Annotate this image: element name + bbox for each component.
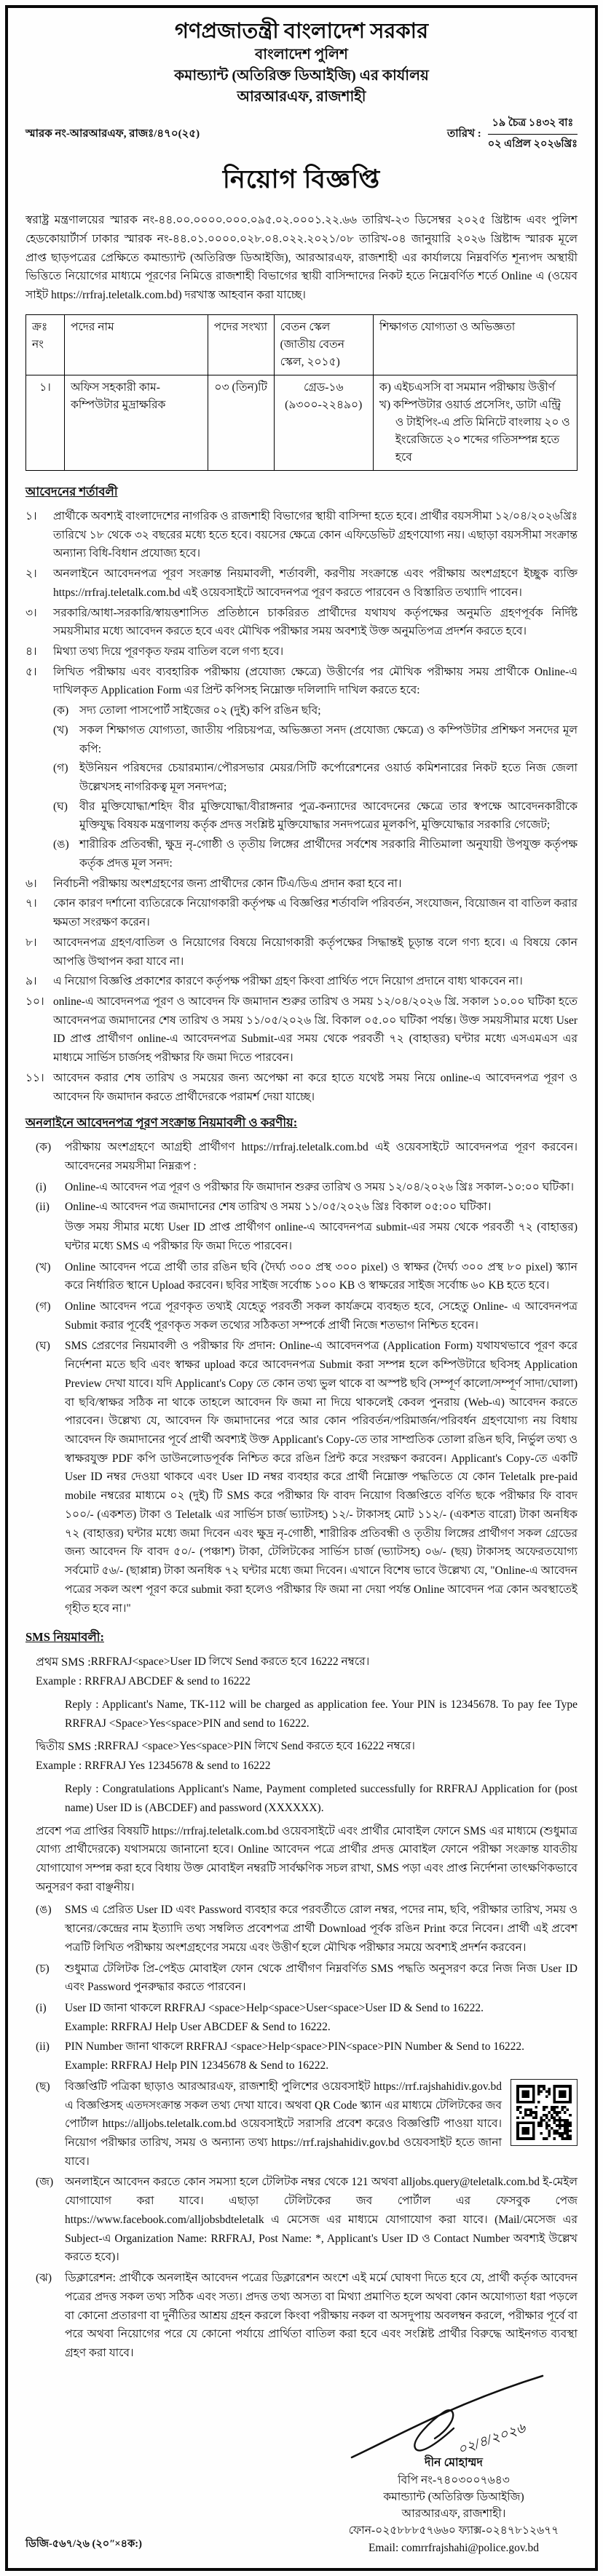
cell-pay-scale xyxy=(274,375,373,470)
item-text: Online আবেদন পত্রে পূরণকৃত তথ্যই যেহেতু পরবর্তী সকল কার্যক্রমে ব্যবহৃত হবে, সেহেতু Online- এ আবেদনপত্র Submit করার পূর্বেই পূরণকৃত সকল তথ্যের সঠিকতা সম্পর্কে প্রার্থী নিজে শতভাগ নিশ্চিত হবেন। xyxy=(65,1300,578,1332)
item-label: (ii) xyxy=(36,1201,50,1214)
online-rule-subitem xyxy=(36,1178,578,1197)
item-text: কোন কারণ দর্শানো ব্যতিরেকে নিয়োগকারী কর্তৃপক্ষ এ বিজ্ঞপ্তির শর্তাবলি পরিবর্তন, সংযোজন, বিয়োজন বা বাতিল করার ক্ষমতা সংরক্ষণ করেন। xyxy=(53,897,578,929)
post-rule-item xyxy=(36,2269,578,2363)
condition-item xyxy=(25,993,578,1068)
item-label: (i) xyxy=(36,2002,47,2014)
recovery-pin-example: Example: RRFRAJ Help PIN 12345678 & Send to 16222. xyxy=(65,2059,329,2072)
item-text: অনলাইনে আবেদন করতে কোন সমস্যা হলে টেলিটক নম্বর থেকে 121 অথবা alljobs.query@teletalk.com.bd ই-মেইল যোগাযোগ করা যাবে। এছাড়া টেলিটকের জব পোর্টাল এর ফেসবুক পেজ https://www.facebook.com/alljobsbdteletalk এ মেসেজ এর মাধ্যমে যোগাযোগ করা যাবে। (Mail/মেসেজ এর Subject-এ Organization Name: RRFRAJ, Post Name: *, Applicant's User ID ও Contact Number অবশ্যই উল্লেখ করতে হবে)। xyxy=(65,2176,578,2264)
item-label: (ঝ) xyxy=(36,2272,52,2285)
qr-code xyxy=(511,2079,578,2146)
subitem-text: সকল শিক্ষাগত যোগ্যতা, জাতীয় পরিচয়পত্র, অভিজ্ঞতা সনদ (প্রযোজ্য ক্ষেত্রে) ও কম্পিউটার প্রশিক্ষণ সনদের মূল কপি: xyxy=(79,723,578,755)
page-title: নিয়োগ বিজ্ঞপ্তি xyxy=(222,165,381,194)
condition-subitem xyxy=(53,835,578,872)
qualification-a: ক) এইচএসসি বা সমমান পরীক্ষায় উত্তীর্ণ xyxy=(379,381,556,394)
condition-subitem xyxy=(53,721,578,758)
item-number: ৩। xyxy=(25,606,37,619)
condition-subitem xyxy=(53,798,578,835)
table-row xyxy=(26,375,578,470)
subitem-text: ইউনিয়ন পরিষদের চেয়ারম্যান/পৌরসভার মেয়র/সিটি কর্পোরেশনের ওয়ার্ড কমিশনারের নিকট হতে নিজ জেলা উল্লেখসহ নাগরিকত্ব মূল সনদপত্র; xyxy=(79,762,578,794)
condition-item xyxy=(25,663,578,700)
org-name: বাংলাদেশ পুলিশ xyxy=(255,47,348,63)
item-text: এ নিয়োগ বিজ্ঞপ্তি প্রকাশের কারণে কর্তৃপক্ষ পরীক্ষা গ্রহণ কিংবা প্রার্থিত পদে নিয়োগ প্রদানে বাধ্য থাকবেন না। xyxy=(53,975,523,988)
condition-item xyxy=(25,894,578,931)
item-text: শুধুমাত্র টেলিটক প্রি-পেইড মোবাইল ফোন থেকে প্রার্থীগণ নিম্নবর্ণিত SMS পদ্ধতি অনুসরণ করে নিজ নিজ User ID এবং Password পুনরুদ্ধার করতে পারবেন। xyxy=(65,1962,578,1994)
item-label: (ছ) xyxy=(36,2080,50,2093)
item-text: অনলাইনে আবেদনপত্র পূরণ সংক্রান্ত নিয়মাবলী, শর্তাবলী, করণীয় সংক্রান্তে এবং পরীক্ষায় অংশগ্রহণে ইচ্ছুক ব্যক্তি https://rrfraj.teletalk.com.bd এই ওয়েবসাইটে আবেদনপত্র পূরণ করতে পারবেন ও বিস্তারিত তথ্যাদি পাবেন। xyxy=(53,568,578,599)
item-label: (চ) xyxy=(36,1962,50,1975)
signatory-phone: ফোন-০২৫৮৮৮৫৭৬৬০ ফ্যাক্স-০২৪৭৮১২৬৭৭ xyxy=(348,2524,559,2537)
condition-item xyxy=(25,875,578,894)
signatory-designation: কমান্ড্যান্ট (অতিরিক্ত ডিআইজি) xyxy=(383,2490,524,2503)
sms-first-line xyxy=(36,1653,578,1672)
item-text: SMS প্রেরণের নিয়মাবলী ও পরীক্ষার ফি প্রদান: Online-এ আবেদনপত্র (Application Form) যথাযথভাবে পূরণ করে নির্দেশনা মতে ছবি এবং স্বাক্ষর upload করে আবেদনপত্র Submit করা সম্পন্ন হলে কম্পিউটারে ছবিসহ Application Preview দেখা যাবে। যদি Applicant's Copy তে কোন তথ্য ভুল থাকে বা অস্পষ্ট ছবি (সম্পূর্ণ কালো/সম্পূর্ণ সাদা/ঘোলা) বা ছবি/স্বাক্ষর সঠিক না থাকে তাহলে আবেদন ফি জমা না দিয়ে থাকলেই কেবল পুনরায় (Web-এ) আবেদন করতে পারবেন। উল্লেখ্য যে, আবেদন ফি জমাদানের পরে আর কোন পরিবর্তন/পরিমার্জন/পরিবর্ধন গ্রহণযোগ্য নয় বিধায় আবেদন ফি জমাদানের পূর্বে প্রার্থী অবশ্যই উক্ত Applicant's Copy-তে তার সাম্প্রতিক তোলা রঙিন ছবি, নির্ভুল তথ্য ও স্বাক্ষরযুক্ত PDF কপি ডাউনলোডপূর্বক নিশ্চিত করে রঙিন প্রিন্ট করে সংরক্ষণ করবেন। Applicant's Copy-তে একটি User ID নম্বর দেওয়া থাকবে এবং User ID নম্বর ব্যবহার করে প্রার্থী নিম্নোক্ত পদ্ধতিতে যে কোন Teletalk pre-paid mobile নম্বরের মাধ্যমে ০২ (দুই) টি SMS করে পরীক্ষার ফি বাবদ নিয়োগ বিজ্ঞপ্তিতে বর্ণিত ছকে পরীক্ষার ফি বাবদ ১০০/- (একশত) টাকা ও Teletalk এর সার্ভিস চার্জ ভ্যাটসহ) ১২/- টাকাসহ মোট ১১২/- (একশত বারো) টাকা অনধিক ৭২ (বাহাত্তর) ঘন্টার মধ্যে জমা দিবেন এবং ক্ষুদ্র নৃ-গোষ্ঠী, শারীরিক প্রতিবন্ধী ও তৃতীয় লিঙ্গের প্রার্থীগণ সকল গ্রেডের জন্য আবেদন ফি বাবদ ৫০/- (পঞ্চাশ) টাকা, টেলিটকের সার্ভিস চার্জ (ভ্যাটসহ) ০৬/- (ছয়) টাকাসহ অফেরতযোগ্য সর্বমোট ৫৬/- (ছাপ্পান্ন) টাকা অনধিক ৭২ ঘন্টার মধ্যে জমা দিবেন। এখানে বিশেষ ভাবে উল্লেখ্য যে, "Online-এ আবেদন পত্রের সকল অংশ পূরণ করে submit করা হলেও পরীক্ষার ফি জমা না দেয়া পর্যন্ত Online আবেদন পত্র কোন অবস্থাতেই গৃহীত হবে না।" xyxy=(65,1340,578,1615)
date-gregorian: ০২ এপ্রিল ২০২৬খ্রিঃ xyxy=(487,138,578,151)
post-rule-item-qr xyxy=(36,2078,578,2171)
signatory-bp-number: বিপি নং-৭৪০৩০০৭৬৪৩ xyxy=(398,2473,510,2486)
item-number: ১১। xyxy=(25,1071,44,1084)
date-label: তারিখ : xyxy=(446,128,481,140)
memo-number: স্মারক নং-আরআরএফ, রাজঃ/৪৭০(২৫) xyxy=(25,128,200,140)
subitem-text: সদ্য তোলা পাসপোর্ট সাইজের ০২ (দুই) কপি রঙিন ছবি; xyxy=(79,704,321,717)
subitem-label: (ঙ) xyxy=(53,838,69,851)
item-text xyxy=(65,1999,578,2036)
sms-second-example: Example : RRFRAJ Yes 12345678 & send to 16222 xyxy=(36,1760,271,1773)
office-name: কমান্ড্যান্ট (অতিরিক্ত ডিআইজি) এর কার্যালয় xyxy=(174,68,429,84)
col-post-name: পদের নাম xyxy=(64,314,208,375)
notice-frame xyxy=(5,5,598,2571)
pay-range: (৯৩০০-২২৪৯০) xyxy=(285,398,363,411)
post-rule-item xyxy=(36,2173,578,2267)
sms-first-reply: Reply : Applicant's Name, TK-112 will be charged as application fee. Your PIN is 12345678. To pay fee Type RRFRAJ <Space>Yes<space>PIN and send to 16222. xyxy=(65,1698,578,1730)
item-text: পরীক্ষায় অংশগ্রহণে আগ্রহী প্রার্থীগণ https://rrfraj.teletalk.com.bd এই ওয়েবসাইটে আবেদনপত্র পূরণ করবেন। আবেদনের সময়সীমা নিম্নরূপ : xyxy=(65,1141,578,1172)
qualification-b: খ) কম্পিউটার ওয়ার্ড প্রসেসিং, ডাটা এন্ট্রি ও টাইপিং-এ প্রতি মিনিটে বাংলায় ২০ ও ইংরেজিতে ২০ শব্দের গতিসম্পন্ন হতে হবে xyxy=(379,398,570,464)
item-text: মিথ্যা তথ্য দিয়ে পূরণকৃত ফরম বাতিল বলে গণ্য হবে। xyxy=(53,645,284,658)
item-label: (i) xyxy=(36,1180,47,1193)
condition-item xyxy=(25,972,578,991)
item-label: (খ) xyxy=(36,1260,51,1273)
item-label: (গ) xyxy=(36,1300,51,1313)
cell-serial: ১। xyxy=(26,375,65,470)
print-code: ডিজি-৫৬৭/২৬ (২০ʺ×৪ক:) xyxy=(25,2537,142,2550)
condition-item xyxy=(25,934,578,971)
cell-post-name: অফিস সহকারী কাম-কম্পিউটার মুদ্রাক্ষরিক xyxy=(64,375,208,470)
item-text: ডিক্লারেশন: প্রার্থীকে অনলাইন আবেদন পত্রের ডিক্লারেশন অংশে এই মর্মে ঘোষণা দিতে হবে যে, প্রার্থী কর্তৃক আবেদন পত্রের প্রদত্ত সকল তথ্য সঠিক এবং সত্য। প্রদত্ত তথ্য অসত্য বা মিথ্যা প্রমাণিত হলে অথবা কোন অযোগ্যতা ধরা পড়লে বা কোনো প্রতারণা বা দুর্নীতির আশ্রয় গ্রহন করলে কিংবা পরীক্ষায় নকল বা অসদুপায় অবলম্বন করলে, পরীক্ষার পূর্বে বা পরে অথবা নিয়োগের পরে যে কোনো পর্যায়ে প্রার্থিতা বাতিল করা হবে এবং সংশ্লিষ্ট প্রার্থীর বিরুদ্ধে আইনগত ব্যবস্থা গ্রহণ করা যাবে। xyxy=(65,2272,578,2359)
signature-block xyxy=(330,2366,578,2556)
item-text: সরকারি/আধা-সরকারি/স্বায়ত্তশাসিত প্রতিষ্ঠানে চাকরিরত প্রার্থীদের যথাযথ কর্তৃপক্ষের অনুমতি গ্রহণপূর্বক নির্দিষ্ট সময়সীমার মধ্যে আবেদন করতে হবে এবং মৌখিক পরীক্ষার সময় অবশ্যই উক্ত অনুমতিপত্র প্রদর্শন করতে হবে। xyxy=(53,606,578,638)
item-text: আবেদন করার শেষ তারিখ ও সময়ের জন্য অপেক্ষা না করে হাতে যথেষ্ট সময় নিয়ে online-এ আবেদনপত্র পূরণ ও আবেদন ফি জমাদান করতে প্রার্থীদেরকে পরামর্শ দেয়া যাচ্ছে। xyxy=(53,1071,578,1103)
item-label: (ক) xyxy=(36,1141,52,1154)
condition-item xyxy=(25,1069,578,1106)
vacancy-table xyxy=(25,314,578,471)
item-number: ১। xyxy=(25,509,37,522)
date-values xyxy=(488,115,578,154)
subitem-label: (ঘ) xyxy=(53,800,68,813)
signature-icon xyxy=(344,2366,563,2468)
date-bangla: ১৯ চৈত্র ১৪৩২ বাঃ xyxy=(488,115,578,135)
condition-item xyxy=(25,565,578,602)
online-rule-item xyxy=(36,1138,578,1175)
sms-label: প্রথম SMS : xyxy=(36,1656,91,1669)
online-rules-heading: অনলাইনে আবেদনপত্র পূরণ সংক্রান্ত নিয়মাবলী ও করণীয়: xyxy=(25,1116,298,1130)
condition-subitem xyxy=(53,701,578,720)
item-label: (ঘ) xyxy=(36,1340,50,1353)
signature-footer-row xyxy=(25,2366,578,2556)
pay-grade: গ্রেড-১৬ xyxy=(303,381,344,394)
item-number: ৯। xyxy=(25,975,37,988)
recovery-user-example: Example: RRFRAJ Help User ABCDEF & Send to 16222. xyxy=(65,2020,331,2033)
item-text: Online-এ আবেদন পত্র জমাদানের শেষ তারিখ ও সময় ১১/০৫/২০২৬ খ্রিঃ বিকাল ০৫:০০ ঘটিকা। xyxy=(65,1201,492,1214)
government-title: গণপ্রজাতন্ত্রী বাংলাদেশ সরকার xyxy=(174,20,429,43)
memo-row xyxy=(25,115,578,154)
admit-card-note: প্রবেশ পত্র প্রাপ্তির বিষয়টি https://rrfraj.teletalk.com.bd ওয়েবসাইটে এবং প্রার্থীর মোবাইল ফোনে SMS এর মাধ্যমে (শুধুমাত্র যোগ্য প্রার্থীদেরকে) যথাসময়ে জানানো হবে। Online আবেদন পত্রে প্রার্থীর প্রদত্ত মোবাইল ফোনে পরীক্ষা সংক্রান্ত যাবতীয় যোগাযোগ সম্পন্ন করা হবে বিধায় উক্ত মোবাইল নম্বরটি সার্বক্ষণিক সচল রাখা, SMS পড়া এবং প্রাপ্ত নির্দেশনা তাৎক্ষণিকভাবে অনুসরণ করা বাঞ্ছনীয়। xyxy=(36,1824,578,1893)
conditions-heading: আবেদনের শর্তাবলী xyxy=(25,484,118,498)
post-rule-item xyxy=(36,1960,578,1997)
item-text: SMS এ প্রেরিত User ID এবং Password ব্যবহার করে পরবর্তীতে রোল নম্বর, পদের নাম, ছবি, পরীক্ষার তারিখ, সময় ও স্থানের/কেন্দ্রের নাম ইত্যাদি তথ্য সম্বলিত প্রবেশপত্র প্রার্থী Download পূর্বক রঙিন Print করে নিবেন। প্রার্থী এই প্রবেশ পত্রটি লিখিত পরীক্ষায় অংশগ্রহণের সময়ে এবং উত্তীর্ণ হলে মৌখিক পরীক্ষার সময়ে অবশ্যই প্রদর্শন করবেন। xyxy=(65,1904,578,1954)
item-label: (ঙ) xyxy=(36,1904,52,1917)
item-number: ২। xyxy=(25,568,37,581)
condition-item xyxy=(25,604,578,641)
date-block xyxy=(447,115,578,154)
intro-paragraph: স্বরাষ্ট্র মন্ত্রণালয়ের স্মারক নং-৪৪.০০.০০০০.০০০.০৯৫.০২.০০০১.২২.৬৬ তারিখ-২৩ ডিসেম্বর ২০২৫ খ্রিষ্টাব্দ এবং পুলিশ হেডকোয়ার্টার্স ঢাকার স্মারক নং-৪৪.০১.০০০০.০২৮.০৪.০২২.২০২১/০৮ তারিখ-০৪ জানুয়ারি ২০২৬ খ্রিষ্টাব্দ স্মারক মূলে প্রাপ্ত ছাড়পত্রের প্রেক্ষিতে কমান্ড্যান্ট (অতিরিক্ত ডিআইজি), আরআরএফ, রাজশাহী এর কার্যালয়ে নিম্নবর্ণিত শূন্যপদ অস্থায়ী ভিত্তিতে নিয়োগের মাধ্যমে পূরণের নিমিত্তে রাজশাহী বিভাগের স্থায়ী বাসিন্দাদের নিকট হতে নিম্নেবর্ণিত শর্তে Online এ (ওয়েব সাইট https://rrfraj.teletalk.com.bd) দরখাস্ত আহবান করা যাচ্ছে। xyxy=(25,214,578,302)
online-rule-note: উক্ত সময় সীমার মধ্যে User ID প্রাপ্ত প্রার্থীগণ online-এ আবেদনপত্র submit-এর সময় থেকে পরবর্তী ৭২ (বাহাত্তর) ঘন্টার মধ্যে SMS এ পরীক্ষার ফি জমা দিতে পারবেন। xyxy=(65,1221,578,1252)
recovery-user-text: User ID জানা থাকলে RRFRAJ <space>Help<space>User<space>User ID & Send to 16222. xyxy=(65,2002,484,2014)
online-rule-item xyxy=(36,1337,578,1618)
signatory-name: দীন মোহাম্মদ xyxy=(425,2456,483,2469)
online-rule-item xyxy=(36,1258,578,1295)
item-text: online-এ আবেদনপত্র পূরণ ও আবেদন ফি জমাদান শুরুর তারিখ ও সময় ১২/০৪/২০২৬ খ্রি. সকাল ১০.০০ ঘটিকা হতে আবেদনপত্র জমাদানের শেষ তারিখ ও সময় ১১/০৫/২০২৬ খ্রি. বিকাল ০৫.০০ ঘটিকা পর্যন্ত। উক্ত সময়সীমার মধ্যে User ID প্রাপ্ত প্রার্থীগণ online-এ আবেদনপত্র Submit-এর সময় থেকে পরবর্তী ৭২ (বাহাত্তর) ঘন্টার মধ্যে এসএমএস এর মাধ্যমে সার্ভিস চার্জসহ পরীক্ষার ফি জমা দিতে পারবেন। xyxy=(53,995,578,1065)
subitem-label: (ক) xyxy=(53,704,69,717)
sms-text: RRFRAJ<space>User ID লিখে Send করতে হবে 16222 নম্বরে। xyxy=(90,1655,370,1669)
sms-rules-heading: SMS নিয়মাবলী: xyxy=(25,1630,104,1645)
col-serial: ক্রঃ নং xyxy=(26,314,65,375)
handwritten-date: ০২/৪/২০২৬ xyxy=(455,2420,528,2458)
item-number: ১০। xyxy=(25,995,44,1008)
post-rule-item xyxy=(36,1901,578,1957)
item-text: আবেদনপত্র গ্রহণ/বাতিল ও নিয়োগের বিষয়ে নিয়োগকারী কর্তৃপক্ষের সিদ্ধান্তই চূড়ান্ত বলে গণ্য হবে। এ বিষয়ে কোন আপত্তি উত্থাপন করা যাবে না। xyxy=(53,936,578,968)
item-number: ৮। xyxy=(25,936,37,949)
sms-text: RRFRAJ <space>Yes<space>PIN লিখে Send করতে হবে 16222 নম্বরে। xyxy=(97,1740,415,1753)
signatory-email: Email: comrrfrajshahi@police.gov.bd xyxy=(368,2541,540,2554)
post-rule-subitem xyxy=(36,1999,578,2036)
item-text: Online আবেদন পত্রে প্রার্থী তার রঙিন ছবি (দৈর্ঘ্য ৩০০ প্রস্থ ৩০০ pixel) ও স্বাক্ষর (দৈর্ঘ্য ৩০০ প্রস্থ ৮০ pixel) স্ক্যান করে নির্ধারিত স্থানে Upload করবেন। ছবির সাইজ সর্বোচ্চ ১০০ KB ও স্বাক্ষরের সাইজ সর্বোচ্চ ৬০ KB হতে হবে। xyxy=(65,1260,578,1292)
recovery-pin-text: PIN Number জানা থাকলে RRFRAJ <space>Help<space>PIN<space>PIN Number & Send to 16222. xyxy=(65,2040,524,2054)
subitem-text: বীর মুক্তিযোদ্ধা/শহিদ বীর মুক্তিযোদ্ধা/বীরাঙ্গনার পুত্র-কন্যাদের আবেদনের ক্ষেত্রে তার স্বপক্ষে আবেদনকারীকে মুক্তিযুদ্ধ বিষয়ক মন্ত্রণালয় কর্তৃক প্রদত্ত সংশ্লিষ্ট মুক্তিযোদ্ধার সনদপত্রের মূলকপি, মুক্তিযোদ্ধার সরকারি গেজেট; xyxy=(79,800,578,832)
post-rule-subitem xyxy=(36,2038,578,2075)
item-label: (জ) xyxy=(36,2176,54,2189)
table-header-row xyxy=(26,314,578,375)
item-text: Online-এ আবেদন পত্র পূরণ ও পরীক্ষার ফি জমাদান শুরুর তারিখ ও সময় ১২/০৪/২০২৬ খ্রিঃ সকাল-১০:০০ ঘটিকা। xyxy=(65,1180,575,1193)
col-pay-scale: বেতন স্কেল (জাতীয় বেতন স্কেল, ২০১৫) xyxy=(274,314,373,375)
item-text: নির্বাচনী পরীক্ষায় অংশগ্রহণের জন্য প্রার্থীদের কোন টিএ/ডিএ প্রদান করা হবে না। xyxy=(53,877,402,890)
online-rule-subitem xyxy=(36,1198,578,1217)
col-post-count: পদের সংখ্যা xyxy=(208,314,274,375)
col-qualification: শিক্ষাগত যোগ্যতা ও অভিজ্ঞতা xyxy=(373,314,577,375)
sms-second-line xyxy=(36,1737,578,1757)
condition-item xyxy=(25,643,578,661)
condition-subitem xyxy=(53,759,578,796)
sms-second-reply: Reply : Congratulations Applicant's Name, Payment completed successfully for RRFRAJ Application for (post name) User ID is (ABCDEF) and password (XXXXXX). xyxy=(65,1783,578,1814)
sms-label: দ্বিতীয় SMS : xyxy=(36,1741,98,1754)
website-info-text: বিজ্ঞপ্তিটি পত্রিকা ছাড়াও আরআরএফ, রাজশাহী পুলিশের ওয়েবসাইট https://rrf.rajshahidiv.gov.bd এ বিজ্ঞপ্তিসহ এতদসংক্রান্ত সকল তথ্য দেখা যাবে। অথবা QR Code স্ক্যান এর মাধ্যমে টেলিটকের জব পোর্টাল https://alljobs.teletalk.com.bd ওয়েবসাইটে সরাসরি প্রবেশ করেও বিজ্ঞপ্তিটি পাওয়া যাবে। নিয়োগ পরীক্ষার তারিখ, সময় ও অন্যান্য তথ্য https://rrf.rajshahidiv.gov.bd ওয়েবসাইট হতে জানা যাবে। xyxy=(65,2080,502,2168)
subitem-label: (খ) xyxy=(53,723,68,736)
office-location: আরআরএফ, রাজশাহী xyxy=(237,89,366,106)
item-text: প্রার্থীকে অবশ্যই বাংলাদেশের নাগরিক ও রাজশাহী বিভাগের স্থায়ী বাসিন্দা হতে হবে। প্রার্থীর বয়সসীমা ১২/০৪/২০২৬খ্রিঃ তারিখে ১৮ থেকে ৩২ বছরের মধ্যে হতে হবে। বয়সের ক্ষেত্রে কোন এফিডেভিট গ্রহণযোগ্য নয়। এছাড়া বয়সসীমা সংক্রান্ত অন্যান্য বিধি-বিধান প্রযোজ্য হবে। xyxy=(53,509,578,560)
item-number: ৪। xyxy=(25,645,37,658)
condition-item xyxy=(25,507,578,563)
item-number: ৬। xyxy=(25,877,37,890)
cell-qualification xyxy=(373,375,577,470)
item-label: (ii) xyxy=(36,2040,50,2054)
subitem-label: (গ) xyxy=(53,762,68,775)
subitem-text: শারীরিক প্রতিবন্ধী, ক্ষুদ্র নৃ-গোষ্ঠী ও তৃতীয় লিঙ্গের প্রার্থীদের সর্বশেষ সরকারি নীতিমালা অনুযায়ী উপযুক্ত কর্তৃপক্ষ কর্তৃক প্রদত্ত মূল সনদ: xyxy=(79,838,578,870)
item-text: লিখিত পরীক্ষায় এবং ব্যবহারিক পরীক্ষায় (প্রযোজ্য ক্ষেত্রে) উত্তীর্ণের পর মৌখিক পরীক্ষায় সময় প্রার্থীকে Online-এ দাখিলকৃত Application Form এর প্রিন্ট কপিসহ নিম্নোক্ত দলিলাদি দাখিল করতে হবে: xyxy=(53,665,578,697)
sms-first-example: Example : RRFRAJ ABCDEF & send to 16222 xyxy=(36,1675,251,1688)
cell-post-count: ০৩ (তিন)টি xyxy=(208,375,274,470)
item-number: ৫। xyxy=(25,665,37,678)
item-text xyxy=(65,2078,578,2171)
signatory-office: আরআরএফ, রাজশাহী। xyxy=(401,2508,506,2521)
item-text xyxy=(65,2038,578,2075)
item-number: ৭। xyxy=(25,897,37,910)
online-rule-item xyxy=(36,1297,578,1335)
